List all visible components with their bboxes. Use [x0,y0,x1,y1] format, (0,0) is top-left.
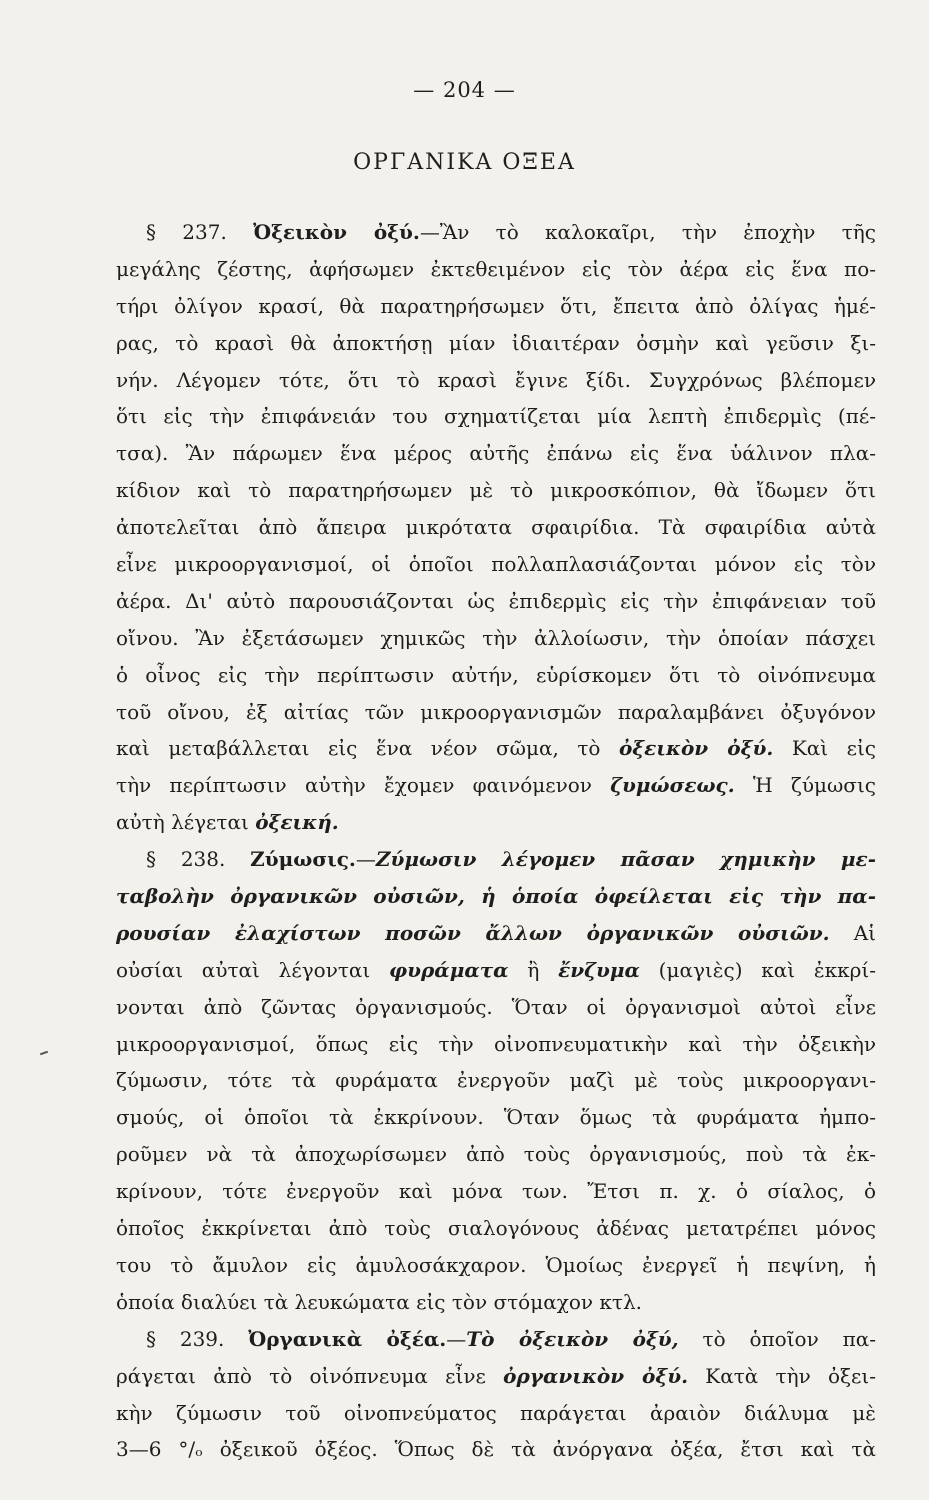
text-segment: ὁ οἶνος εἰς τὴν περίπτωσιν αὐτήν, εὑρίσκομεν ὅτι τὸ οἰνόπνευμα [116,662,876,687]
text-line [116,730,876,767]
text-segment: του τὸ ἄμυλον εἰς ἀμυλοσάκχαρον. Ὁμοίως ἐνεργεῖ ἡ πεψίνη, ἡ [116,1252,876,1277]
text-line [116,325,876,362]
text-line [116,694,876,731]
text-segment: § 239. [146,1326,249,1351]
text-line [116,435,876,472]
text-line [116,583,876,620]
emphasized-text: ρουσίαν ἐλαχίστων ποσῶν ἄλλων ὀργανικῶν οὐσιῶν. [116,920,830,945]
text-segment: ρας, τὸ κρασὶ θὰ ἀποκτήσῃ μίαν ἰδιαιτέραν ὀσμὴν καὶ γεῦσιν ξι- [116,330,876,355]
text-line [116,362,876,399]
text-line [116,915,876,952]
text-segment: 3—6 °/ₒ ὀξεικοῦ ὀξέος. Ὅπως δὲ τὰ ἀνόργανα ὀξέα, ἔτσι καὶ τὰ [116,1437,876,1462]
text-segment: ὅτι εἰς τὴν ἐπιφάνειάν του σχηματίζεται μία λεπτὴ ἐπιδερμὶς (πέ- [116,404,876,429]
text-line [116,546,876,583]
text-segment: Αἱ [829,920,876,945]
text-line [116,804,876,841]
emphasized-text: ἔνζυμα [558,957,640,982]
text-segment: οἴνου. Ἂν ἐξετάσωμεν χημικῶς τὴν ἀλλοίωσιν, τὴν ὁποίαν πάσχει [116,625,876,650]
text-segment: κὴν ζύμωσιν τοῦ οἰνοπνεύματος παράγεται ἀραιὸν διάλυμα μὲ [116,1400,876,1425]
text-segment: τήρι ὀλίγον κρασί, θὰ παρατηρήσωμεν ὅτι, ἔπειτα ἀπὸ ὀλίγας ἡμέ- [116,293,876,318]
text-line [116,398,876,435]
text-line [116,1247,876,1284]
emphasized-text: Ὀργανικὰ ὀξέα. [248,1326,447,1351]
text-line [116,288,876,325]
text-segment: τοῦ οἴνου, ἐξ αἰτίας τῶν μικροοργανισμῶν παραλαμβάνει ὀξυγόνον [116,699,876,724]
ink-speck [40,1051,48,1056]
text-segment: ράγεται ἀπὸ τὸ οἰνόπνευμα εἶνε [116,1363,504,1388]
text-line [116,509,876,546]
text-segment: ζύμωσιν, τότε τὰ φυράματα ἐνεργοῦν μαζὶ μὲ τοὺς μικροοργανι- [116,1068,876,1093]
text-segment: Καὶ εἰς [773,736,877,761]
text-segment: οὐσίαι αὐταὶ λέγονται [116,957,390,982]
text-segment: εἶνε μικροοργανισμοί, οἱ ὁποῖοι πολλαπλασιάζονται μόνον εἰς τὸν [116,552,876,577]
text-segment: μικροοργανισμοί, ὅπως εἰς τὴν οἰνοπνευματικὴν καὶ τὴν ὀξεικὴν [116,1031,876,1056]
text-line [116,1321,876,1358]
text-line [116,472,876,509]
emphasized-text: Τὸ ὀξεικὸν ὀξύ, [466,1326,679,1351]
text-segment: — [355,847,376,872]
text-line [116,251,876,288]
emphasized-text: ὀργανικὸν ὀξύ. [503,1363,689,1388]
text-line [116,657,876,694]
emphasized-text: φυράματα [389,957,509,982]
text-segment: τσα). Ἂν πάρωμεν ἕνα μέρος αὐτῆς ἐπάνω εἰς ἕνα ὑάλινον πλα- [116,441,876,466]
text-segment: ἀποτελεῖται ἀπὸ ἄπειρα μικρότατα σφαιρίδια. Τὰ σφαιρίδια αὐτὰ [116,515,876,540]
text-segment: νονται ἀπὸ ζῶντας ὀργανισμούς. Ὅταν οἱ ὀργανισμοὶ αὐτοὶ εἶνε [116,994,876,1019]
emphasized-text: Ζύμωσις. [250,847,356,872]
text-line [116,1173,876,1210]
text-line [116,878,876,915]
emphasized-text: Ὀξεικὸν ὀξύ. [253,220,420,244]
emphasized-text: Ζύμωσιν λέγομεν πᾶσαν χημικὴν με- [375,847,876,872]
text-segment: ἢ [508,957,559,982]
text-line [116,841,876,878]
text-line [116,1358,876,1395]
text-segment: (μαγιὲς) καὶ ἐκκρί- [639,957,876,982]
text-line [116,1395,876,1432]
emphasized-text: ὀξεική. [255,810,339,835]
text-segment: κίδιον καὶ τὸ παρατηρήσωμεν μὲ τὸ μικροσκόπιον, θὰ ἴδωμεν ὅτι [116,478,876,503]
page-number: — 204 — [413,78,516,102]
text-line [116,952,876,989]
emphasized-text: ταβολὴν ὀργανικῶν οὐσιῶν, ἡ ὁποία ὀφείλεται εἰς τὴν πα- [116,884,876,909]
text-segment: τὴν περίπτωσιν αὐτὴν ἔχομεν φαινόμενον [116,773,611,798]
text-segment: ἀέρα. Δι' αὐτὸ παρουσιάζονται ὡς ἐπιδερμὶς εἰς τὴν ἐπιφάνειαν τοῦ [116,588,876,613]
text-line [116,1284,876,1321]
text-line [116,1431,876,1468]
text-segment: ὁποία διαλύει τὰ λευκώματα εἰς τὸν στόμαχον κτλ. [116,1289,642,1314]
text-segment: ὁποῖος ἐκκρίνεται ἀπὸ τοὺς σιαλογόνους ἀδένας μετατρέπει μόνος [116,1216,876,1241]
text-line [116,989,876,1026]
text-line [116,1062,876,1099]
emphasized-text: ζυμώσεως. [610,773,735,798]
text-line [116,1136,876,1173]
text-segment: καὶ μεταβάλλεται εἰς ἕνα νέον σῶμα, τὸ [116,736,619,761]
text-segment: —Ἂν τὸ καλοκαῖρι, τὴν ἐποχὴν τῆς [419,220,876,244]
text-segment: Κατὰ τὴν ὀξει- [688,1363,877,1388]
text-segment: Ἡ ζύμωσις [734,773,876,798]
text-segment: ροῦμεν νὰ τὰ ἀποχωρίσωμεν ἀπὸ τοὺς ὀργανισμούς, ποὺ τὰ ἐκ- [116,1142,876,1167]
text-line [116,214,876,251]
text-line [116,620,876,657]
page-title: ΟΡΓΑΝΙΚΑ ΟΞΕΑ [353,150,576,175]
text-line [116,1099,876,1136]
text-line [116,1026,876,1063]
text-segment: κρίνουν, τότε ἐνεργοῦν καὶ μόνα των. Ἔτσι π. χ. ὁ σίαλος, ὁ [116,1179,876,1204]
text-segment: σμούς, οἱ ὁποῖοι τὰ ἐκκρίνουν. Ὅταν ὅμως τὰ φυράματα ἠμπο- [116,1105,876,1130]
emphasized-text: ὀξεικὸν ὀξύ. [618,736,774,761]
text-line [116,767,876,804]
text-segment: νήν. Λέγομεν τότε, ὅτι τὸ κρασὶ ἔγινε ξίδι. Συγχρόνως βλέπομεν [116,367,876,392]
text-segment: § 238. [146,847,251,872]
body-text [116,214,876,1468]
text-segment: — [446,1326,467,1351]
text-line [116,1210,876,1247]
text-segment: μεγάλης ζέστης, ἀφήσωμεν ἐκτεθειμένον εἰς τὸν ἀέρα εἰς ἕνα πο- [116,256,876,281]
text-segment: αὐτὴ λέγεται [116,810,256,835]
text-segment: τὸ ὁποῖον πα- [678,1326,877,1351]
text-segment: § 237. [146,220,254,244]
